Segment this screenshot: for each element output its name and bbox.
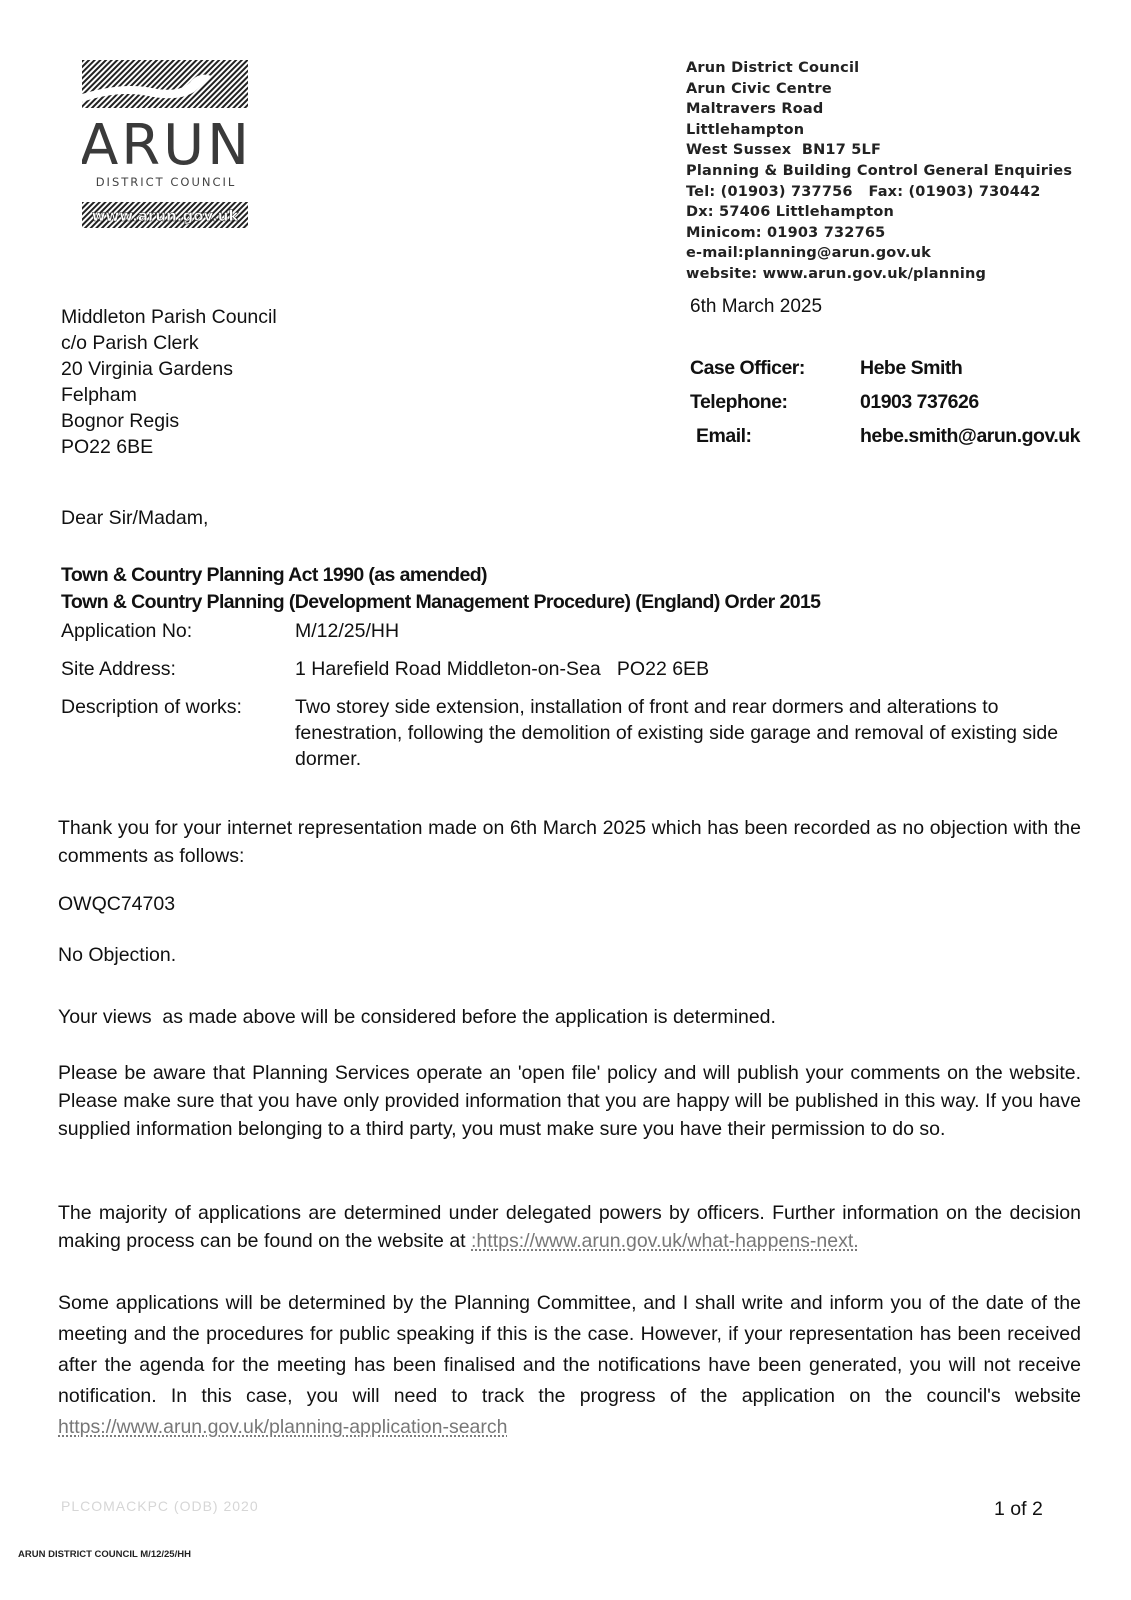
address-line: Tel: (01903) 737756 Fax: (01903) 730442 — [686, 183, 1041, 200]
address-line: Planning & Building Control General Enquiries — [686, 162, 1073, 179]
address-line: Maltravers Road — [686, 101, 824, 118]
salutation: Dear Sir/Madam, — [61, 507, 209, 529]
address-line: West Sussex BN17 5LF — [686, 142, 882, 159]
open-file-paragraph: Please be aware that Planning Services operate an 'open file' policy and will publish your comments on the website. Please make sure that you have only provided information that you are happy will be published in this way. If you have supplied information belonging to a third party, you must make sure you have their permission to do so. — [58, 1062, 1081, 1140]
form-reference: PLCOMACKPC (ODB) 2020 — [61, 1498, 259, 1514]
address-line: Arun District Council — [686, 60, 860, 76]
recipient-address — [61, 304, 277, 460]
logo-name: ARUN — [82, 113, 252, 178]
case-officer-name: Hebe Smith — [860, 357, 963, 379]
letter-date: 6th March 2025 — [690, 296, 823, 317]
recipient-line: Bognor Regis — [61, 410, 180, 432]
views-paragraph: Your views as made above will be considered before the application is determined. — [58, 1006, 776, 1028]
site-address-label: Site Address: — [61, 658, 176, 680]
address-line: website: www.arun.gov.uk/planning — [686, 265, 987, 282]
description-of-works: Two storey side extension, installation of front and rear dormers and alterations to fenestration, following the demolition of existing side garage and removal of existing side dormer. — [295, 696, 1059, 770]
logo-subtitle: DISTRICT COUNCIL — [95, 175, 237, 189]
address-line: e-mail:planning@arun.gov.uk — [686, 245, 932, 262]
application-number-label: Application No: — [61, 620, 193, 642]
logo-web: www.arun.gov.uk — [91, 207, 239, 225]
recipient-line: 20 Virginia Gardens — [61, 358, 233, 380]
page-number: 1 of 2 — [994, 1498, 1043, 1520]
application-number: M/12/25/HH — [295, 620, 400, 642]
recipient-line: Felpham — [61, 384, 137, 406]
footer-reference: ARUN DISTRICT COUNCIL M/12/25/HH — [18, 1549, 191, 1560]
recipient-line: c/o Parish Clerk — [61, 332, 199, 354]
planning-search-link[interactable]: https://www.arun.gov.uk/planning-application-search — [58, 1416, 508, 1438]
arun-logo-icon — [82, 60, 252, 232]
description-label: Description of works: — [61, 696, 242, 718]
delegated-powers-text: The majority of applications are determined under delegated powers by officers. Further information on the decision making process can be found on the website at — [58, 1202, 1081, 1252]
address-line: Minicom: 01903 732765 — [686, 224, 886, 241]
recipient-line: PO22 6BE — [61, 436, 154, 458]
email-value: hebe.smith@arun.gov.uk — [860, 425, 1081, 447]
address-line: Arun Civic Centre — [686, 80, 832, 97]
telephone-label: Telephone: — [690, 391, 788, 413]
recipient-line: Middleton Parish Council — [61, 306, 277, 328]
telephone-value: 01903 737626 — [860, 391, 979, 413]
site-address: 1 Harefield Road Middleton-on-Sea PO22 6EB — [295, 658, 710, 680]
act-line: Town & Country Planning Act 1990 (as amended) — [61, 564, 487, 586]
act-line: Town & Country Planning (Development Management Procedure) (England) Order 2015 — [61, 591, 821, 613]
comment-reference: OWQC74703 — [58, 893, 176, 915]
email-label: Email: — [696, 425, 752, 447]
comment-text: No Objection. — [58, 944, 177, 966]
council-logo — [82, 60, 252, 232]
thanks-paragraph: Thank you for your internet representation made on 6th March 2025 which has been recorded as no objection with the comments as follows: — [58, 817, 1081, 867]
case-officer-label: Case Officer: — [690, 357, 805, 379]
delegated-powers-paragraph — [58, 1199, 1081, 1255]
address-line: Dx: 57406 Littlehampton — [686, 204, 895, 221]
planning-committee-paragraph — [58, 1288, 1081, 1443]
what-happens-next-link[interactable]: :https://www.arun.gov.uk/what-happens-next. — [471, 1230, 859, 1252]
council-address — [686, 58, 1072, 285]
planning-committee-text: Some applications will be determined by the Planning Committee, and I shall write and inform you of the date of the meeting and the procedures for public speaking if this is the case. However, if your representation has been received after the agenda for the meeting has been finalised and the notifications have been generated, you will not receive notification. In this case, you will need to track the progress of the application on the council's website — [58, 1292, 1081, 1407]
legislation-heading — [61, 562, 820, 616]
address-line: Littlehampton — [686, 121, 805, 138]
